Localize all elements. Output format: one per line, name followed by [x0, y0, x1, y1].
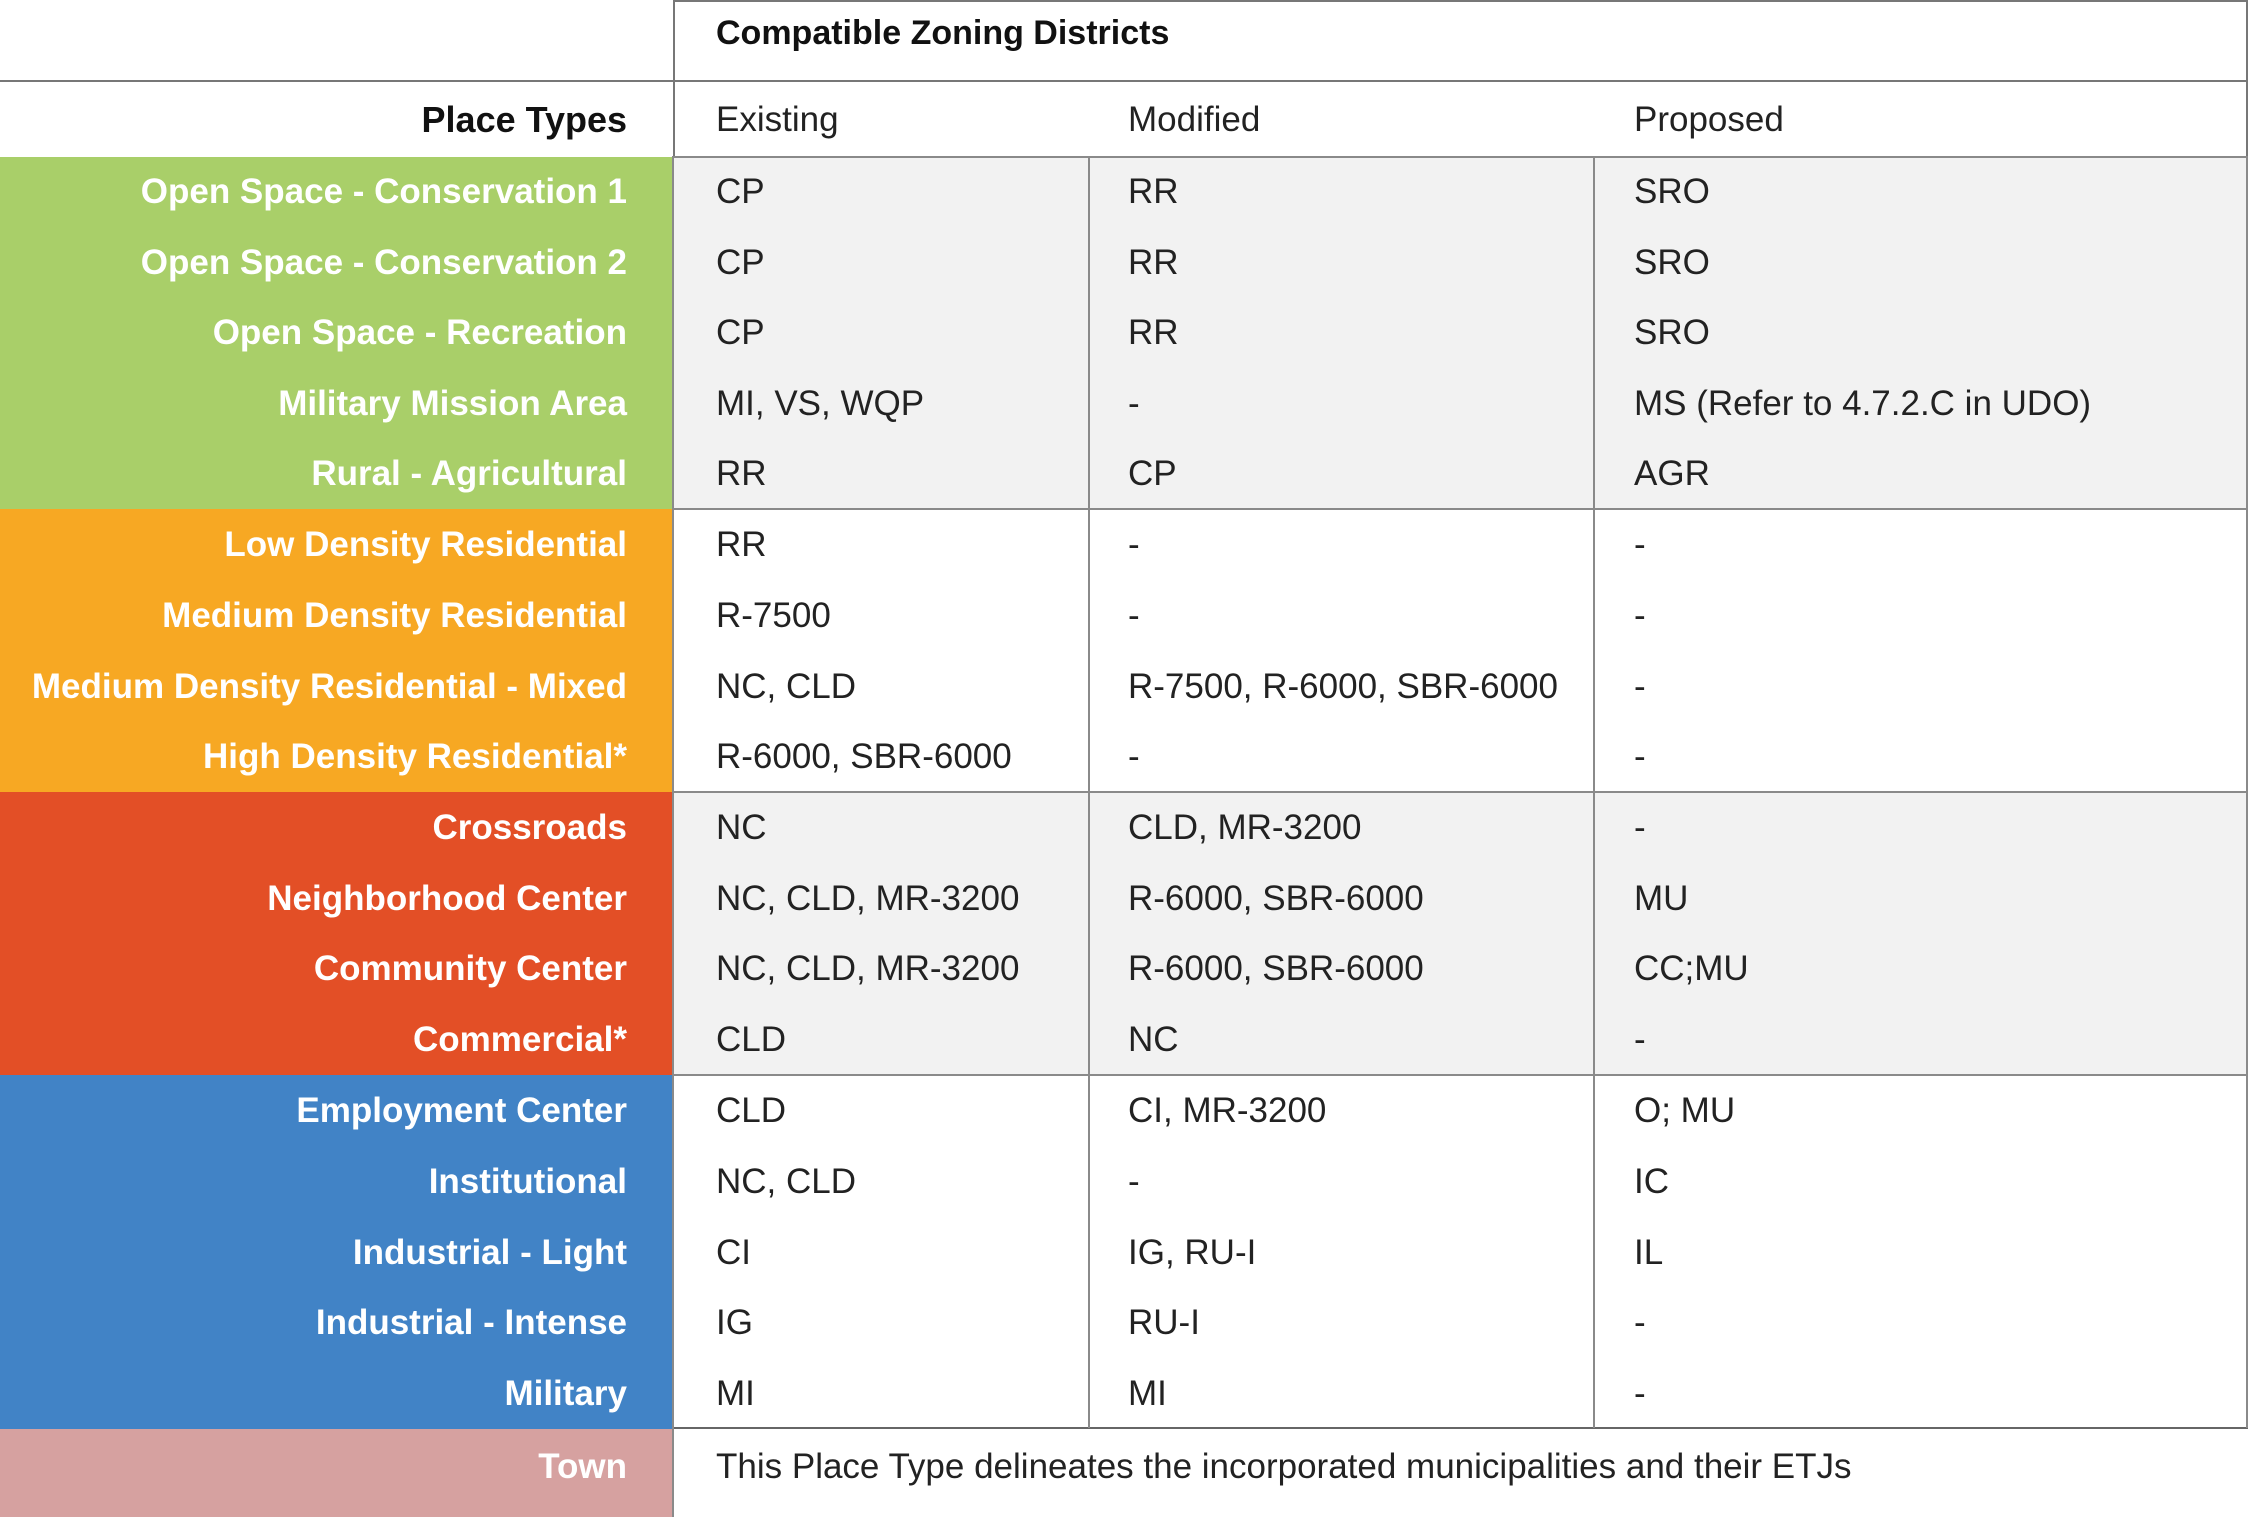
proposed-cell: O; MU	[1634, 1091, 1736, 1130]
existing-cell: IG	[716, 1303, 753, 1342]
group-bg-open-space	[673, 157, 2248, 509]
proposed-cell: -	[1634, 1020, 1646, 1059]
existing-cell: NC	[716, 808, 767, 847]
column-header-proposed: Proposed	[1634, 100, 1784, 139]
proposed-cell: -	[1634, 1374, 1646, 1413]
grid-line	[1088, 156, 1090, 1428]
place-type-label: Medium Density Residential - Mixed	[31, 667, 627, 706]
place-type-label: High Density Residential*	[203, 737, 627, 776]
proposed-cell: IL	[1634, 1233, 1664, 1272]
place-type-label: Industrial - Light	[352, 1233, 627, 1272]
place-type-label: Military	[504, 1374, 627, 1413]
proposed-cell: SRO	[1634, 313, 1710, 352]
proposed-cell: MU	[1634, 879, 1689, 918]
existing-cell: MI	[716, 1374, 755, 1413]
existing-cell: NC, CLD, MR-3200	[716, 879, 1020, 918]
modified-cell: R-7500, R-6000, SBR-6000	[1128, 667, 1558, 706]
existing-cell: CP	[716, 313, 765, 352]
grid-line	[673, 1074, 2248, 1076]
proposed-cell: MS (Refer to 4.7.2.C in UDO)	[1634, 384, 2092, 423]
existing-cell: CLD	[716, 1091, 787, 1130]
place-type-label: Employment Center	[296, 1091, 627, 1130]
existing-cell: NC, CLD, MR-3200	[716, 949, 1020, 988]
proposed-cell: -	[1634, 1303, 1646, 1342]
grid-line	[673, 156, 2248, 158]
existing-cell: CLD	[716, 1020, 787, 1059]
place-type-label: Town	[538, 1447, 627, 1486]
existing-cell: CI	[716, 1233, 751, 1272]
place-type-label: Open Space - Conservation 2	[140, 243, 627, 282]
existing-cell: RR	[716, 454, 767, 493]
proposed-cell: -	[1634, 737, 1646, 776]
place-types-header: Place Types	[421, 99, 627, 140]
existing-cell: NC, CLD	[716, 667, 857, 706]
proposed-cell: -	[1634, 667, 1646, 706]
modified-cell: RU-I	[1128, 1303, 1200, 1342]
proposed-cell: IC	[1634, 1162, 1669, 1201]
header-left-border	[673, 80, 675, 158]
modified-cell: -	[1128, 525, 1140, 564]
group-bg-employment	[673, 1075, 2248, 1429]
modified-cell: R-6000, SBR-6000	[1128, 879, 1424, 918]
header-divider	[0, 80, 2248, 82]
modified-cell: CLD, MR-3200	[1128, 808, 1362, 847]
proposed-cell: SRO	[1634, 172, 1710, 211]
modified-cell: -	[1128, 737, 1140, 776]
proposed-cell: -	[1634, 808, 1646, 847]
modified-cell: MI	[1128, 1374, 1167, 1413]
place-type-label: Open Space - Recreation	[212, 313, 627, 352]
grid-line	[1593, 156, 1595, 1428]
modified-cell: -	[1128, 384, 1140, 423]
place-type-label: Open Space - Conservation 1	[140, 172, 627, 211]
existing-cell: R-7500	[716, 596, 831, 635]
existing-cell: R-6000, SBR-6000	[716, 737, 1012, 776]
place-type-label: Medium Density Residential	[162, 596, 627, 635]
column-header-modified: Modified	[1128, 100, 1261, 139]
existing-cell: CP	[716, 172, 765, 211]
place-type-label: Industrial - Intense	[315, 1303, 627, 1342]
modified-cell: R-6000, SBR-6000	[1128, 949, 1424, 988]
proposed-cell: -	[1634, 525, 1646, 564]
existing-cell: RR	[716, 525, 767, 564]
proposed-cell: CC;MU	[1634, 949, 1749, 988]
header-right-border	[2246, 80, 2248, 158]
existing-cell: NC, CLD	[716, 1162, 857, 1201]
modified-cell: RR	[1128, 243, 1179, 282]
place-type-label: Community Center	[313, 949, 627, 988]
modified-cell: RR	[1128, 172, 1179, 211]
place-type-label: Crossroads	[432, 808, 627, 847]
grid-line	[673, 508, 2248, 510]
place-type-label: Neighborhood Center	[267, 879, 627, 918]
table-title: Compatible Zoning Districts	[716, 14, 1170, 52]
existing-cell: CP	[716, 243, 765, 282]
grid-line	[673, 1427, 2248, 1429]
modified-cell: -	[1128, 1162, 1140, 1201]
place-type-label: Commercial*	[413, 1020, 627, 1059]
grid-line	[672, 156, 674, 1517]
modified-cell: CI, MR-3200	[1128, 1091, 1327, 1130]
existing-cell: MI, VS, WQP	[716, 384, 925, 423]
modified-cell: -	[1128, 596, 1140, 635]
place-type-label: Institutional	[428, 1162, 627, 1201]
place-type-label: Military Mission Area	[278, 384, 627, 423]
column-header-existing: Existing	[716, 100, 839, 139]
place-type-label: Low Density Residential	[224, 525, 627, 564]
modified-cell: CP	[1128, 454, 1177, 493]
place-type-label: Rural - Agricultural	[311, 454, 627, 493]
proposed-cell: SRO	[1634, 243, 1710, 282]
proposed-cell: -	[1634, 596, 1646, 635]
modified-cell: NC	[1128, 1020, 1179, 1059]
modified-cell: RR	[1128, 313, 1179, 352]
grid-line	[2246, 156, 2248, 1428]
modified-cell: IG, RU-I	[1128, 1233, 1257, 1272]
town-note: This Place Type delineates the incorporated municipalities and their ETJs	[716, 1447, 1852, 1486]
proposed-cell: AGR	[1634, 454, 1710, 493]
